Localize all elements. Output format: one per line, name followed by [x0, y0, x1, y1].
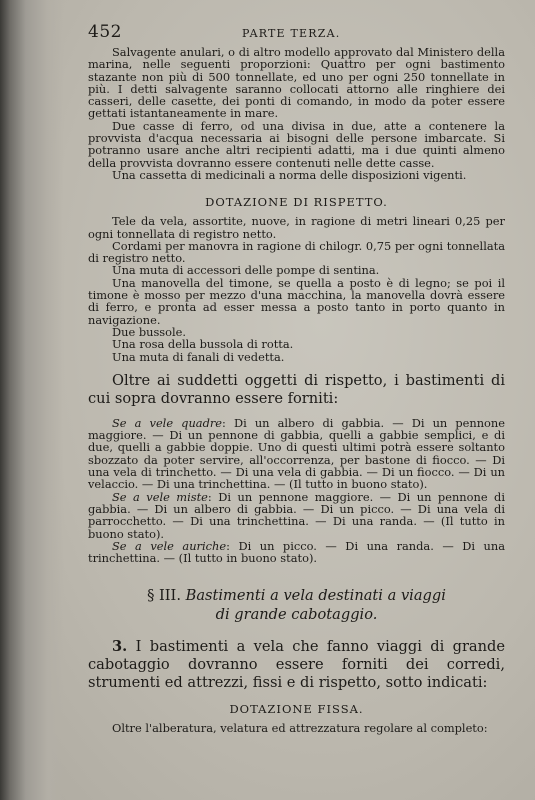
running-head: PARTE TERZA.	[242, 27, 341, 40]
list-item: Tele da vela, assortite, nuove, in ragione di metri lineari 0,25 per ogni tonnellata di registro netto.	[88, 214, 505, 241]
page-number: 452	[88, 22, 122, 42]
article-block	[88, 638, 505, 692]
page-header	[88, 22, 505, 46]
rig-item	[88, 491, 505, 540]
rig-text: : Di un pennone maggiore. — Di un pennone di gabbia. — Di un albero di gabbia. — Di un picco. — Di una vela di parrocchetto. — Di una trinchettina. — Di una randa. — (Il tutto in buono stato).	[88, 489, 505, 541]
heading-dotazione-rispetto: DOTAZIONE DI RISPETTO.	[205, 195, 388, 210]
rig-text: : Di un picco. — Di una randa. — Di una trinchettina. — (Il tutto in buono stato).	[88, 538, 506, 566]
intro-paragraph: Due casse di ferro, od una divisa in due, atte a contenere la provvista d'acqua necessaria ai bisogni delle persone imbarcate. Si potranno usare anche altri recipienti adatti, ma i due quinti almeno della provvista dovranno essere contenuti nelle dette casse.	[88, 118, 505, 170]
fissa-paragraph: Oltre l'alberatura, velatura ed attrezzatura regolare al completo:	[112, 721, 488, 736]
page-content	[88, 22, 505, 735]
article-number: 3.	[112, 638, 128, 656]
rig-item	[88, 540, 505, 565]
article-paragraph	[88, 638, 505, 692]
oltre-paragraph: Oltre ai suddetti oggetti di rispetto, i bastimenti di cui sopra dovranno essere forniti:	[88, 371, 505, 407]
rig-text: : Di un albero di gabbia. — Di un pennone maggiore. — Di un pennone di gabbia, quelli a gabbie semplici, e di due, quelli a gabbie doppie. Uno di questi ultimi potrà essere soltanto sbozzato da poter servire, all'occorrenza, per bastone di fiocco. — Di una vela di trinchetto. — Di una vela di gabbia. — Di un fiocco. — Di un velaccio. — Di una trinchettina. — (Il tutto in buono stato).	[88, 415, 505, 492]
rig-label: Se a vele quadre	[112, 415, 223, 430]
intro-paragraph: Una cassetta di medicinali a norma delle disposizioni vigenti.	[112, 167, 467, 182]
rig-label: Se a vele auriche	[112, 538, 227, 553]
list-item: Una rosa della bussola di rotta.	[112, 337, 294, 352]
section-title	[88, 586, 505, 624]
list-item: Cordami per manovra in ragione di chilogr. 0,75 per ogni tonnellata di registro netto.	[88, 238, 505, 266]
rispetto-list	[88, 215, 505, 363]
section-title-line1: Bastimenti a vela destinati a viaggi	[185, 587, 446, 605]
intro-block	[88, 46, 505, 181]
list-item: Una muta di accessori delle pompe di sentina.	[112, 263, 380, 278]
rig-item	[88, 417, 505, 491]
fissa-block	[88, 722, 505, 734]
list-item: Una muta di fanali di vedetta.	[112, 349, 285, 364]
oltre-paragraph-block	[88, 372, 505, 408]
article-text: I bastimenti a vela che fanno viaggi di grande cabotaggio dovranno essere forniti dei corredi, strumenti ed attrezzi, fissi e di rispetto, sotto indicati:	[88, 638, 506, 692]
book-binding-shadow	[0, 0, 64, 800]
section-title-line2: di grande cabotaggio.	[215, 606, 378, 624]
rig-list	[88, 417, 505, 565]
section-number: § III.	[147, 587, 181, 605]
rig-label: Se a vele miste	[112, 489, 208, 504]
intro-paragraph: Salvagente anulari, o di altro modello approvato dal Ministero della marina, nelle seguenti proporzioni: Quattro per ogni bastimento stazante non più di 500 tonnellate, ed uno per ogni 250 tonnellate in più. I detti salvagente saranno collocati attorno alle ringhiere dei casseri, delle casette, dei ponti di comando, in modo da poter essere gettati istantaneamente in mare.	[88, 45, 505, 121]
list-item: Due bussole.	[112, 324, 187, 339]
heading-dotazione-fissa: DOTAZIONE FISSA.	[229, 702, 364, 717]
list-item: Una manovella del timone, se quella a posto è di legno; se poi il timone è mosso per mezzo d'una macchina, la manovella dovrà essere di ferro, e pronta ad esser messa a posto tanto in porto quanto in navigazione.	[88, 275, 505, 327]
